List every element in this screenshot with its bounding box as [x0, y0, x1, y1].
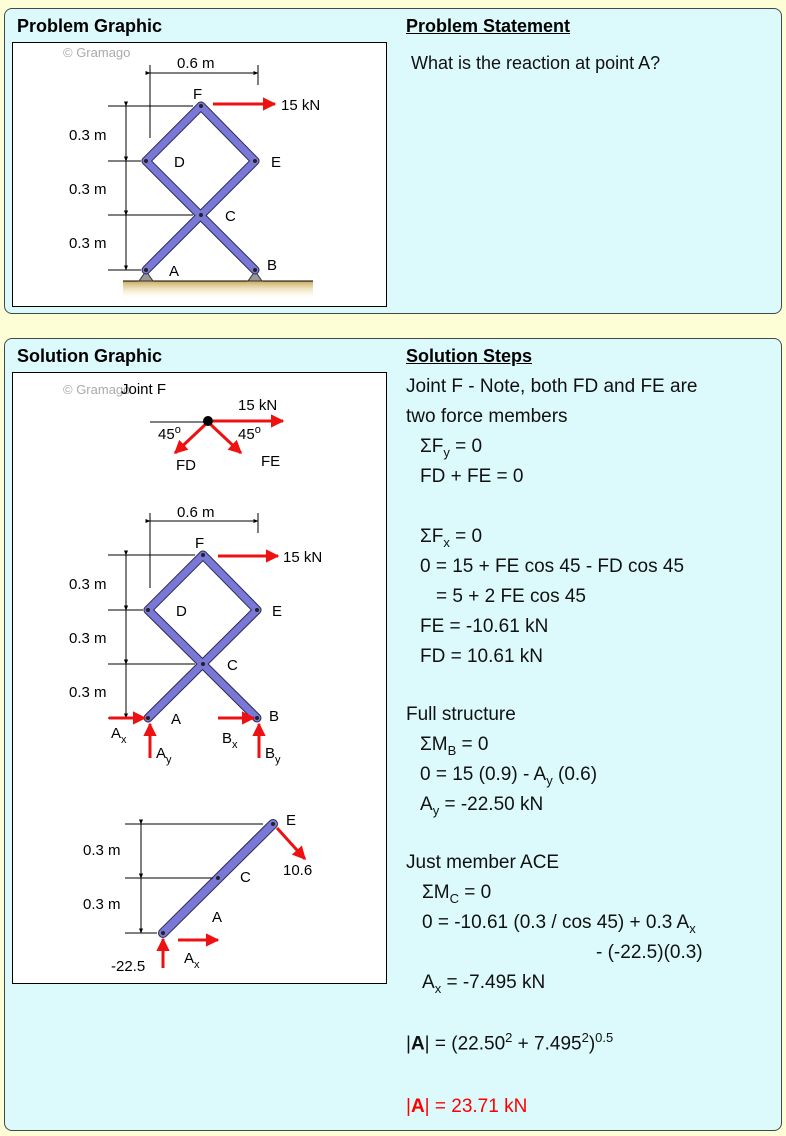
solution-diagram: [13, 373, 388, 985]
dim-top-label: 0.6 m: [177, 504, 215, 521]
dim-side-label: 0.3 m: [69, 127, 107, 144]
ay-label: $A_y$: [156, 745, 172, 766]
ax-label: $A_x$: [111, 725, 127, 746]
step-line: - (-22.5)(0.3): [596, 942, 703, 963]
dim-side-label: 0.3 m: [83, 842, 121, 859]
member-fe-arrow: [277, 828, 305, 859]
joint-label-e: E: [272, 603, 283, 620]
member-label-a: A: [212, 909, 223, 926]
member-fe-value: 10.6: [283, 862, 313, 879]
joint-label-f: F: [195, 535, 205, 552]
force-fe-arrow: [208, 422, 241, 453]
bx-label: $B_x$: [222, 730, 238, 751]
dim-side-label: 0.3 m: [69, 576, 107, 593]
problem-panel: [4, 8, 782, 314]
joint-label-f: F: [193, 86, 203, 103]
member-label-c: C: [240, 869, 251, 886]
joint-label-c: C: [227, 657, 238, 674]
step-line: $\Sigma F_x = 0$: [420, 526, 483, 550]
step-line: = 5 + 2 FE cos 45: [436, 586, 586, 607]
step-line: FD = 10.61 kN: [420, 646, 544, 667]
joint-label-c: C: [225, 208, 236, 225]
problem-frame-diagram: [13, 43, 388, 308]
solution-steps-title: Solution Steps: [406, 346, 532, 366]
member-ay-value: -22.5: [111, 958, 146, 975]
watermark: © Gramago: [63, 382, 131, 397]
solution-panel: [4, 338, 782, 1131]
step-line: $|A| = (22.50^2 + 7.495^2)^{0.5}$: [406, 1030, 614, 1055]
step-line: $\Sigma M_C = 0$: [422, 882, 492, 906]
solution-graphic-title: Solution Graphic: [17, 346, 163, 366]
dim-side-label: 0.3 m: [69, 684, 107, 701]
joint-label-a: A: [171, 711, 182, 728]
member-ax-label: $A_x$: [184, 950, 200, 971]
angle-right-label: 45$^o$: [238, 424, 261, 443]
step-line: FD + FE = 0: [420, 466, 524, 487]
dim-side-label: 0.3 m: [69, 235, 107, 252]
joint-f-force-label: 15 kN: [238, 397, 278, 414]
member-label-e: E: [286, 812, 297, 829]
watermark: © Gramago: [63, 45, 131, 60]
joint-label-d: D: [176, 603, 187, 620]
step-line: Just member ACE: [406, 852, 560, 873]
joint-label-b: B: [269, 708, 280, 725]
ground-hatch: [123, 281, 313, 299]
step-line: FE = -10.61 kN: [420, 616, 549, 637]
step-line: 0 = 15 + FE cos 45 - FD cos 45: [420, 556, 685, 577]
by-label: $B_y$: [265, 745, 281, 766]
step-line: $\Sigma F_y = 0$: [420, 436, 483, 460]
step-line: $\Sigma M_B = 0$: [420, 734, 489, 758]
dim-side-label: 0.3 m: [83, 896, 121, 913]
step-line: $A_x = -7.495$ kN: [422, 972, 546, 996]
joint-label-e: E: [271, 154, 282, 171]
step-line: Full structure: [406, 704, 516, 725]
joint-label-b: B: [267, 257, 278, 274]
problem-statement-text: What is the reaction at point A?: [411, 53, 661, 73]
step-line: 0 = -10.61 (0.3 / cos 45) + 0.3 $A_x$: [422, 912, 696, 936]
truss-members: [146, 106, 255, 270]
final-answer: |A| = 23.71 kN: [406, 1096, 528, 1117]
joint-label-a: A: [169, 263, 180, 280]
step-line: two force members: [406, 406, 568, 427]
problem-graphic: [12, 42, 387, 307]
truss-members-full: [148, 555, 257, 718]
angle-left-label: 45$^o$: [158, 424, 181, 443]
dim-side-label: 0.3 m: [69, 630, 107, 647]
dim-side-label: 0.3 m: [69, 181, 107, 198]
solution-graphic: [12, 372, 387, 984]
step-line: $A_y = -22.50$ kN: [420, 794, 544, 818]
problem-statement-title: Problem Statement: [406, 16, 571, 36]
dim-top-label: 0.6 m: [177, 55, 215, 72]
step-line: 0 = 15 $(0.9) - A_y$ (0.6): [420, 764, 598, 788]
joint-label-d: D: [174, 154, 185, 171]
force-label: 15 kN: [281, 97, 321, 114]
step-line: Joint F - Note, both FD and FE are: [406, 376, 698, 397]
problem-graphic-title: Problem Graphic: [17, 16, 163, 36]
fe-label: FE: [261, 453, 281, 470]
joint-f-title: Joint F: [121, 381, 167, 398]
joint-f-node: [203, 416, 213, 426]
fd-label: FD: [176, 457, 196, 474]
force-label: 15 kN: [283, 549, 323, 566]
